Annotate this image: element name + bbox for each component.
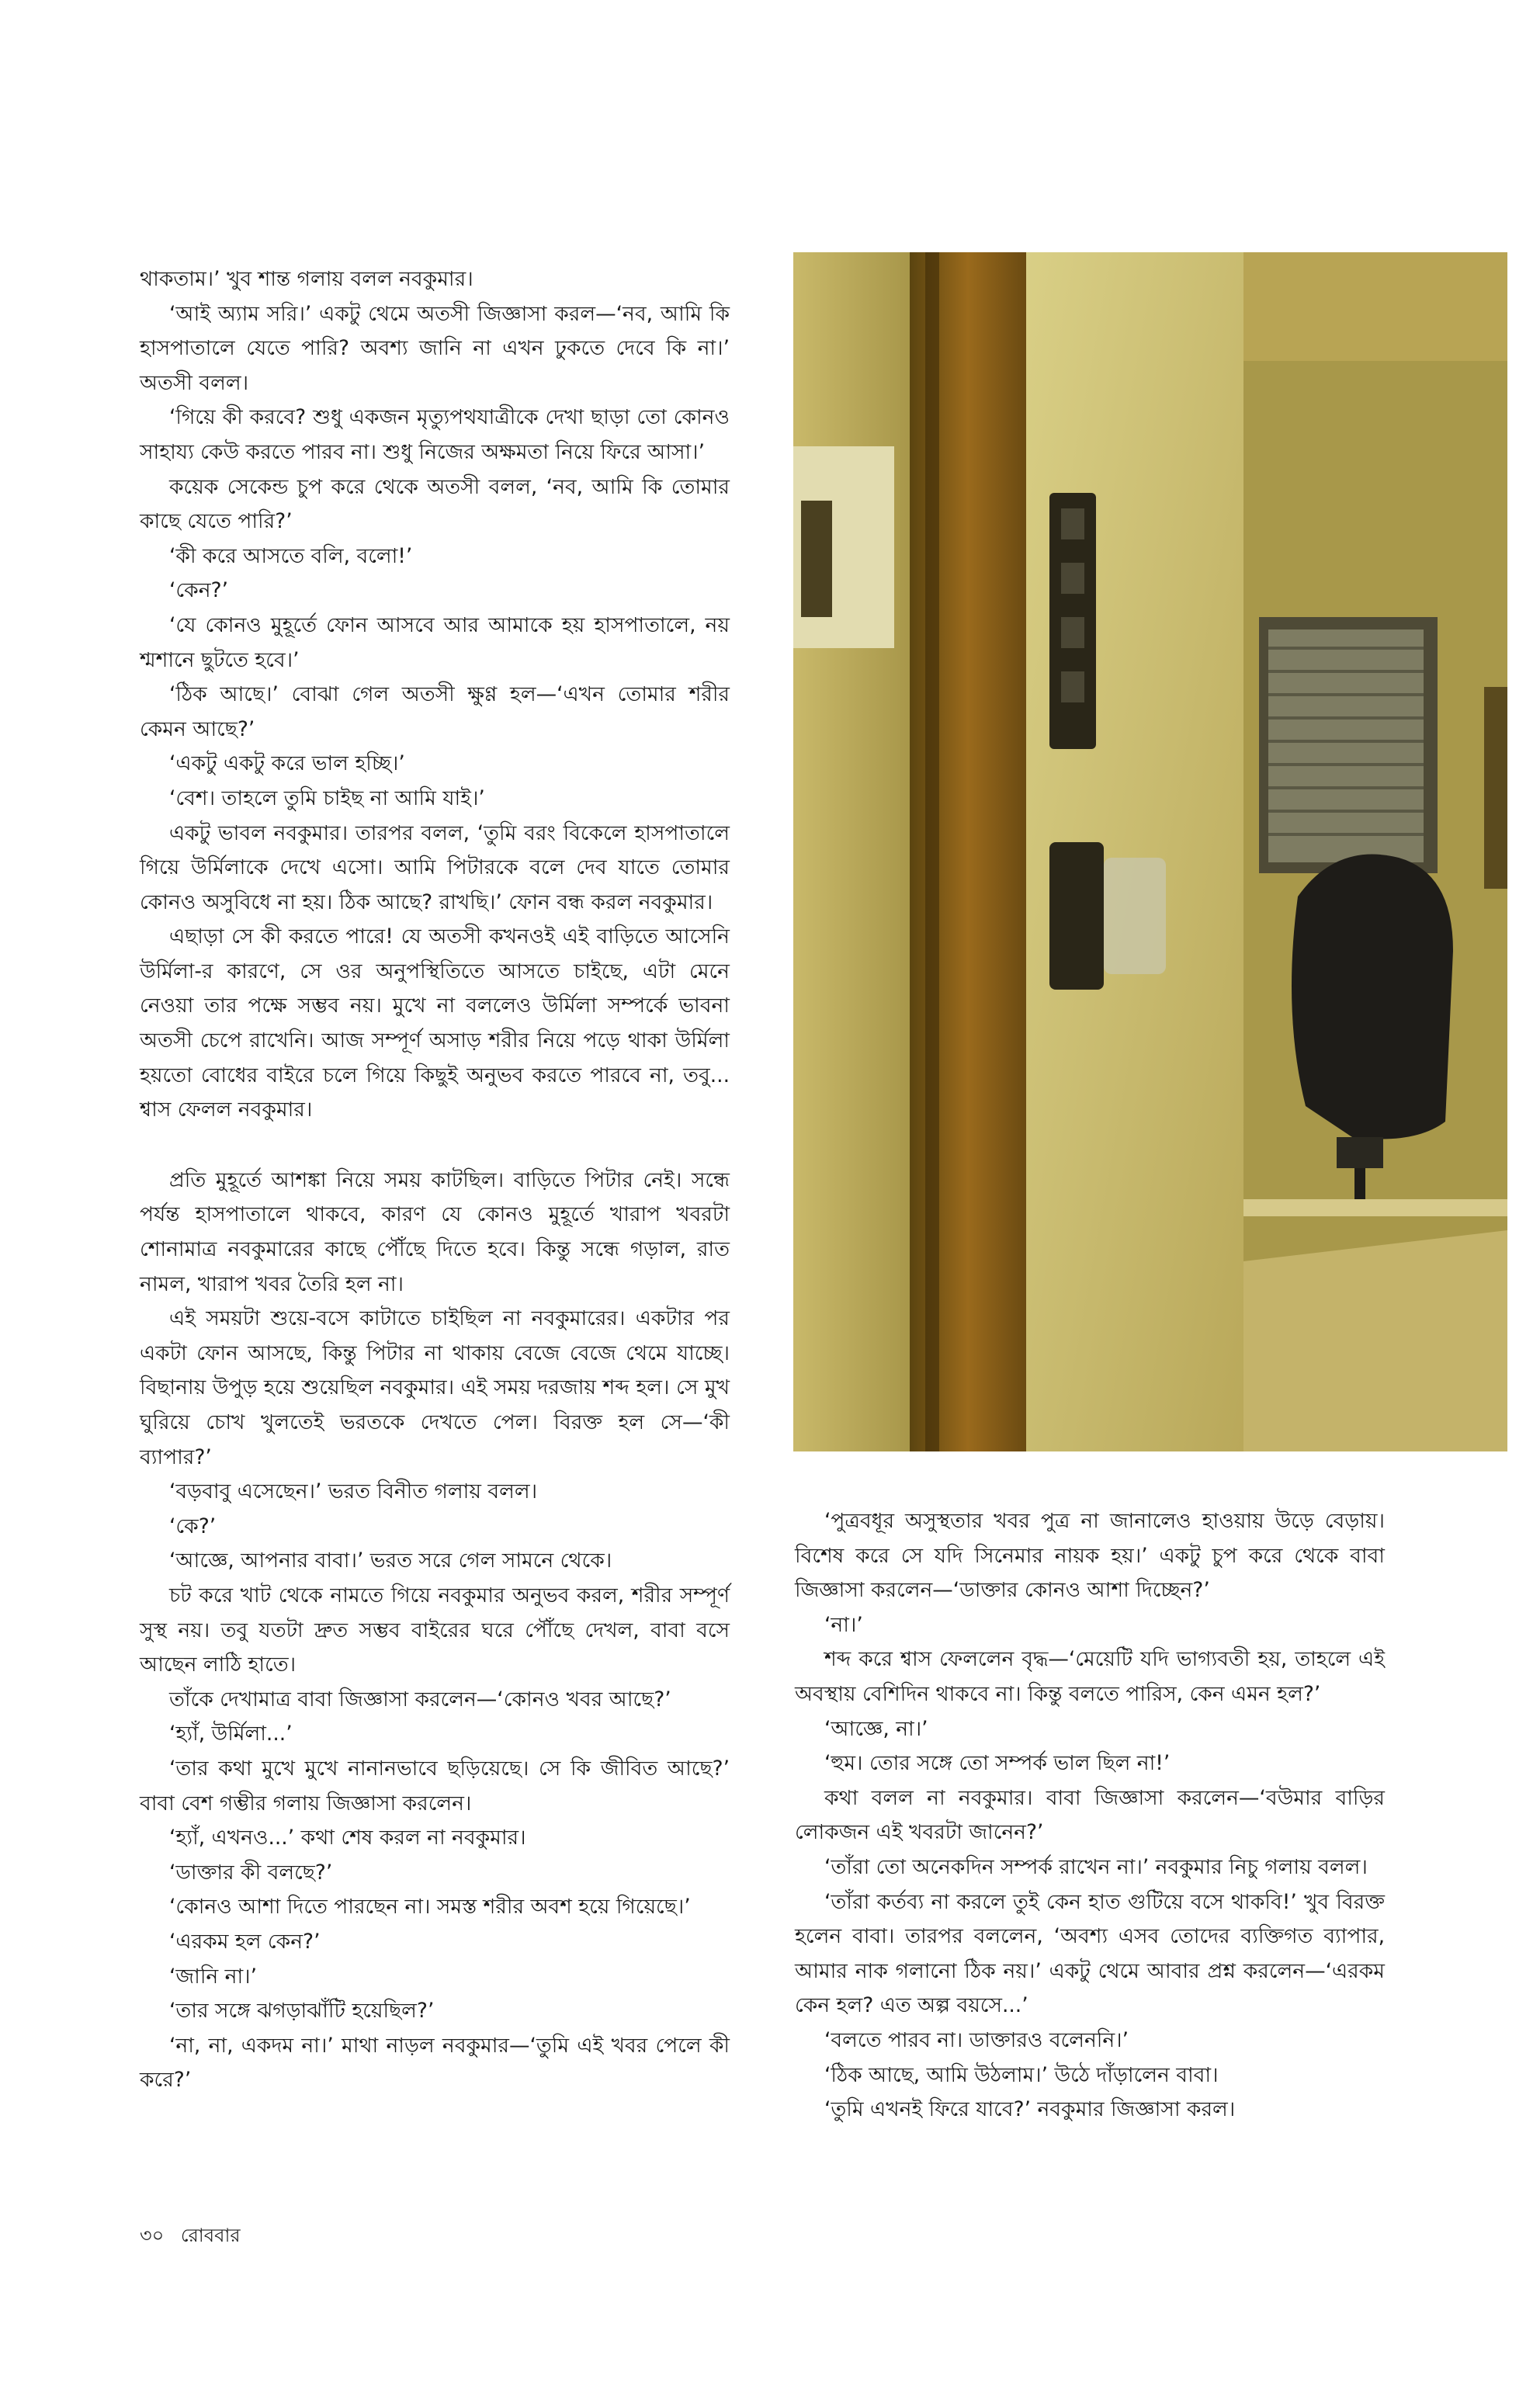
paragraph: ‘বলতে পারব না। ডাক্তারও বলেননি।’ xyxy=(824,2027,1129,2052)
paragraph: ‘যে কোনও মুহূর্তে ফোন আসবে আর আমাকে হয় হাসপাতালে, নয় শ্মশানে ছুটতে হবে।’ xyxy=(140,612,730,672)
paragraph: চট করে খাট থেকে নামতে গিয়ে নবকুমার অনুভব করল, শরীর সম্পূর্ণ সুস্থ নয়। তবু যতটা দ্রুত সম্ভব বাইরের ঘরে পৌঁছে দেখল, বাবা বসে আছেন লাঠি হাতে। xyxy=(140,1583,730,1677)
paragraph: ‘জানি না।’ xyxy=(169,1964,258,1989)
left-text-column xyxy=(140,262,730,2098)
paragraph: ‘না, না, একদম না।’ মাথা নাড়ল নবকুমার—‘তুমি এই খবর পেলে কী করে?’ xyxy=(140,2033,730,2093)
page-footer xyxy=(140,2221,241,2253)
paragraph: ‘বড়বাবু এসেছেন।’ ভরত বিনীত গলায় বলল। xyxy=(169,1479,538,1504)
paragraph: ‘ডাক্তার কী বলছে?’ xyxy=(169,1860,333,1885)
paragraph: ‘আজ্ঞে, আপনার বাবা।’ ভরত সরে গেল সামনে থেকে। xyxy=(169,1549,612,1573)
illustration-svg xyxy=(793,252,1507,1451)
paragraph: এছাড়া সে কী করতে পারে! যে অতসী কখনওই এই বাড়িতে আসেনি উর্মিলা-র কারণে, সে ওর অনুপস্থিতিতে আসতে চাইছে, এটা মেনে নেওয়া তার পক্ষে সম্ভব নয়। মুখে না বললেও উর্মিলা সম্পর্কে ভাবনা অতসী চেপে রাখেনি। আজ সম্পূর্ণ অসাড় শরীর নিয়ে পড়ে থাকা উর্মিলা হয়তো বোধের বাইরে চলে গিয়ে কিছুই অনুভব করতে পারবে না, তবু... শ্বাস ফেলল নবকুমার। xyxy=(140,924,730,1122)
paragraph: তাঁকে দেখামাত্র বাবা জিজ্ঞাসা করলেন—‘কোনও খবর আছে?’ xyxy=(169,1687,671,1712)
paragraph: ‘না।’ xyxy=(824,1612,863,1637)
paragraph: ‘তার কথা মুখে মুখে নানানভাবে ছড়িয়েছে। সে কি জীবিত আছে?’ বাবা বেশ গম্ভীর গলায় জিজ্ঞাসা করলেন। xyxy=(140,1756,730,1816)
paragraph: ‘তার সঙ্গে ঝগড়াঝাঁটি হয়েছিল?’ xyxy=(169,1999,435,2024)
paragraph: এই সময়টা শুয়ে-বসে কাটাতে চাইছিল না নবকুমারের। একটার পর একটা ফোন আসছে, কিন্তু পিটার না থাকায় বেজে বেজে থেমে যাচ্ছে। বিছানায় উপুড় হয়ে শুয়েছিল নবকুমার। এই সময় দরজায় শব্দ হল। সে মুখ ঘুরিয়ে চোখ খুলতেই ভরতকে দেখতে পেল। বিরক্ত হল সে—‘কী ব্যাপার?’ xyxy=(140,1306,730,1469)
paragraph: কয়েক সেকেন্ড চুপ করে থেকে অতসী বলল, ‘নব, আমি কি তোমার কাছে যেতে পারি?’ xyxy=(140,474,730,534)
magazine-name: রোববার xyxy=(180,2225,241,2246)
paragraph: ‘বেশ। তাহলে তুমি চাইছ না আমি যাই।’ xyxy=(169,786,485,810)
paragraph: ‘হ্যাঁ, উর্মিলা...’ xyxy=(169,1722,293,1746)
paragraph: ‘কে?’ xyxy=(169,1514,217,1538)
paragraph: ‘পুত্রবধূর অসুস্থতার খবর পুত্র না জানালেও হাওয়ায় উড়ে বেড়ায়। বিশেষ করে সে যদি সিনেমার নায়ক হয়।’ একটু চুপ করে থেকে বাবা জিজ্ঞাসা করলেন—‘ডাক্তার কোনও আশা দিচ্ছেন?’ xyxy=(795,1509,1385,1603)
paragraph: কথা বলল না নবকুমার। বাবা জিজ্ঞাসা করলেন—‘বউমার বাড়ির লোকজন এই খবরটা জানেন?’ xyxy=(795,1785,1385,1845)
paragraph: ‘আই অ্যাম সরি।’ একটু থেমে অতসী জিজ্ঞাসা করল—‘নব, আমি কি হাসপাতালে যেতে পারি? অবশ্য জানি না এখন ঢুকতে দেবে কি না।’ অতসী বলল। xyxy=(140,301,730,395)
paragraph: ‘তাঁরা কর্তব্য না করলে তুই কেন হাত গুটিয়ে বসে থাকবি!’ খুব বিরক্ত হলেন বাবা। তারপর বললেন, ‘অবশ্য এসব তোদের ব্যক্তিগত ব্যাপার, আমার নাক গলানো ঠিক নয়।’ একটু থেমে আবার প্রশ্ন করলেন—‘এরকম কেন হল? এত অল্প বয়সে...’ xyxy=(795,1889,1385,2018)
page-number: ৩০ xyxy=(140,2225,165,2246)
paragraph: ‘একটু একটু করে ভাল হচ্ছি।’ xyxy=(169,751,405,776)
paragraph: ‘আজ্ঞে, না।’ xyxy=(824,1716,928,1741)
right-text-column xyxy=(795,1504,1385,2128)
hospital-corridor-illustration xyxy=(793,252,1507,1451)
paragraph: ‘তুমি এখনই ফিরে যাবে?’ নবকুমার জিজ্ঞাসা করল। xyxy=(824,2097,1236,2122)
paragraph: শব্দ করে শ্বাস ফেললেন বৃদ্ধ—‘মেয়েটি যদি ভাগ্যবতী হয়, তাহলে এই অবস্থায় বেশিদিন থাকবে না। কিন্তু বলতে পারিস, কেন এমন হল?’ xyxy=(795,1647,1385,1706)
paragraph: ‘গিয়ে কী করবে? শুধু একজন মৃত্যুপথযাত্রীকে দেখা ছাড়া তো কোনও সাহায্য কেউ করতে পারব না। শুধু নিজের অক্ষমতা নিয়ে ফিরে আসা।’ xyxy=(140,405,730,464)
paragraph: ‘হুম। তোর সঙ্গে তো সম্পর্ক ভাল ছিল না!’ xyxy=(824,1751,1171,1776)
paragraph: ‘ঠিক আছে, আমি উঠলাম।’ উঠে দাঁড়ালেন বাবা। xyxy=(824,2062,1219,2087)
paragraph: একটু ভাবল নবকুমার। তারপর বলল, ‘তুমি বরং বিকেলে হাসপাতালে গিয়ে উর্মিলাকে দেখে এসো। আমি পিটারকে বলে দেব যাতে তোমার কোনও অসুবিধে না হয়। ঠিক আছে? রাখছি।’ ফোন বন্ধ করল নবকুমার। xyxy=(140,820,730,914)
paragraph: ‘তাঁরা তো অনেকদিন সম্পর্ক রাখেন না।’ নবকুমার নিচু গলায় বলল। xyxy=(824,1854,1368,1879)
paragraph: ‘কোনও আশা দিতে পারছেন না। সমস্ত শরীর অবশ হয়ে গিয়েছে।’ xyxy=(169,1895,691,1920)
paragraph: ‘হ্যাঁ, এখনও...’ কথা শেষ করল না নবকুমার। xyxy=(169,1826,526,1850)
paragraph: ‘কেন?’ xyxy=(169,578,229,603)
paragraph: থাকতাম।’ খুব শান্ত গলায় বলল নবকুমার। xyxy=(140,267,473,291)
paragraph: ‘ঠিক আছে।’ বোঝা গেল অতসী ক্ষুণ্ণ হল—‘এখন তোমার শরীর কেমন আছে?’ xyxy=(140,682,730,741)
paragraph-section-start: প্রতি মুহূর্তে আশঙ্কা নিয়ে সময় কাটছিল। বাড়িতে পিটার নেই। সন্ধে পর্যন্ত হাসপাতালে থাকবে, কারণ যে কোনও মুহূর্তে খারাপ খবরটা শোনামাত্র নবকুমারের কাছে পৌঁছে দিতে হবে। কিন্তু সন্ধে গড়াল, রাত নামল, খারাপ খবর তৈরি হল না। xyxy=(140,1167,730,1296)
paragraph: ‘এরকম হল কেন?’ xyxy=(169,1929,321,1954)
paragraph: ‘কী করে আসতে বলি, বলো!’ xyxy=(169,543,413,568)
